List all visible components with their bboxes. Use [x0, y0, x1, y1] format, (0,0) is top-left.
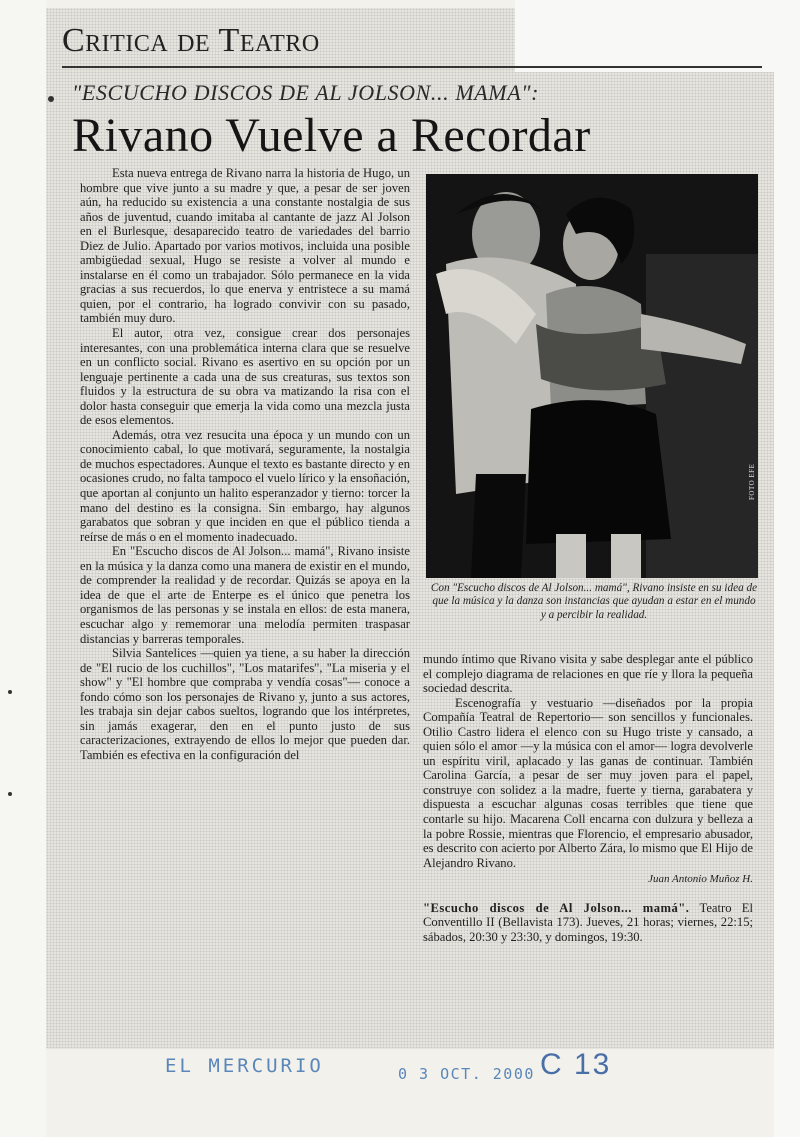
date-stamp: 0 3 OCT. 2000 [398, 1065, 535, 1083]
article-left-column [80, 166, 410, 762]
scan-background-corner [515, 0, 800, 72]
paragraph: En "Escucho discos de Al Jolson... mamá", Rivano insiste en la música y la danza como una manera de existir en el mundo, de comprender la realidad y de recordar. Quizás se apoya en la idea de que el arte de Enterpe es el único que penetra los organismos de las personas y se instala en ellos: de esta manera, escuchar algo y rememorar una melodía permiten traspasar distancias y barreras temporales. [80, 544, 410, 646]
byline: Juan Antonio Muñoz H. [648, 873, 753, 886]
section-title: Critica de Teatro [62, 22, 320, 59]
show-info-title: "Escucho discos de Al Jolson... mamá". [423, 900, 690, 915]
headline: Rivano Vuelve a Recordar [72, 109, 591, 162]
paragraph: Además, otra vez resucita una época y un mundo con un conocimiento cabal, lo que motivará, seguramente, la nostalgia de muchos espectadores. Aunque el texto es bastante directo y en ocasiones crudo, no falta tampoco el vuelo lírico y la ensoñación, que aportan al conjunto un halito esperanzador y tierno: torcer la mano del destino es la consigna. Sin embargo, hay algunos garabatos que sobran y que inciden en que el público tienda a reírse de más o en el momento inadecuado. [80, 427, 410, 544]
show-info-text: Teatro El Conventillo II (Bellavista 173). Jueves, 21 horas; viernes, 22:15; sábados, 20:30 y 23:30, y domingos, 19:30. [423, 900, 753, 944]
paragraph: El autor, otra vez, consigue crear dos personajes interesantes, con una problemática interna clara que se resuelve en un conflicto social. Rivano es asertivo en su opción por un lenguaje pertinente a cada una de sus creaturas, sus textos son fluidos y la estructura de su obra va matizando la risa con el dolor hasta conseguir que emerja la vida como una mezcla justa de esos elementos. [80, 326, 410, 428]
margin-dot [8, 792, 12, 796]
publication-stamp: EL MERCURIO [165, 1055, 324, 1077]
dancers-illustration [426, 174, 758, 578]
paragraph: Escenografía y vestuario —diseñados por la propia Compañía Teatral de Repertorio— son sencillos y funcionales. Otilio Castro lidera el elenco con su Hugo triste y cansado, a quien sólo el amor —y la música con el amor— logra devolverle un espíritu viril, aplacado y las ganas de continuar. También Carolina García, a pesar de ser muy joven para el papel, construye con solidez a la madre, fuerte y tierna, garabatera y dispuesta a escuchar algunas cosas terribles que tiene que contarle su hijo. Macarena Coll encarna con dulzura y belleza a la pobre Rossie, mientras que Florencio, el empresario abusador, es descrito con acierto por Alberto Zára, lo mismo que El Hijo de Alejandro Rivano. [423, 695, 753, 870]
scan-margin-right [774, 0, 800, 1137]
punch-dot [48, 96, 54, 102]
scan-margin-left [0, 0, 46, 1137]
paragraph: Esta nueva entrega de Rivano narra la historia de Hugo, un hombre que vive junto a su madre y que, a pesar de ser joven aún, ha reducido su existencia a una constante nostalgia de sus años de juventud, cuando imitaba al cantante de jazz Al Jolson en el Burlesque, desaparecido teatro de variedades del barrio Diez de Julio. Apartado por varios motivos, incluida una posible ambigüedad sexual, Hugo se resiste a volver al mundo e instalarse en él como un trabajador. Sólo permanece en la vida gracias a sus recuerdos, lo que enerva y entristece a su mamá quien, por el contrario, ha logrado convivir con su pasado, también muy duro. [80, 166, 410, 326]
kicker: "ESCUCHO DISCOS DE AL JOLSON... MAMA": [72, 80, 540, 105]
performance-photo [426, 174, 758, 578]
page-number-stamp: C 13 [540, 1048, 612, 1081]
paragraph: Silvia Santelices —quien ya tiene, a su haber la dirección de "El rucio de los cuchillos", "Los matarifes", "La miseria y el show" y "El hombre que compraba y vendía cosas"— conoce a fondo cómo son los personajes de Rivano y, junto a sus actores, les trabaja sin dejar cabos sueltos, logrando que los intérpretes, sin jamás exagerar, den en el punto justo de sus caracterizaciones, extrayendo de ellos lo mejor que pueden dar. También es efectiva en la configuración del [80, 646, 410, 762]
section-rule [62, 66, 762, 68]
show-info [423, 901, 753, 945]
margin-dot [8, 690, 12, 694]
article-right-column [423, 652, 753, 945]
photo-caption: Con "Escucho discos de Al Jolson... mamá", Rivano insiste en su idea de que la música y la danza son instancias que ayudan a estar en el mundo y a percibir la realidad. [430, 582, 758, 621]
photo-credit: FOTO EFE [748, 463, 756, 500]
paragraph: mundo íntimo que Rivano visita y sabe desplegar ante el público el complejo diagrama de relaciones en que ríe y llora la pequeña sociedad descrita. [423, 652, 753, 696]
